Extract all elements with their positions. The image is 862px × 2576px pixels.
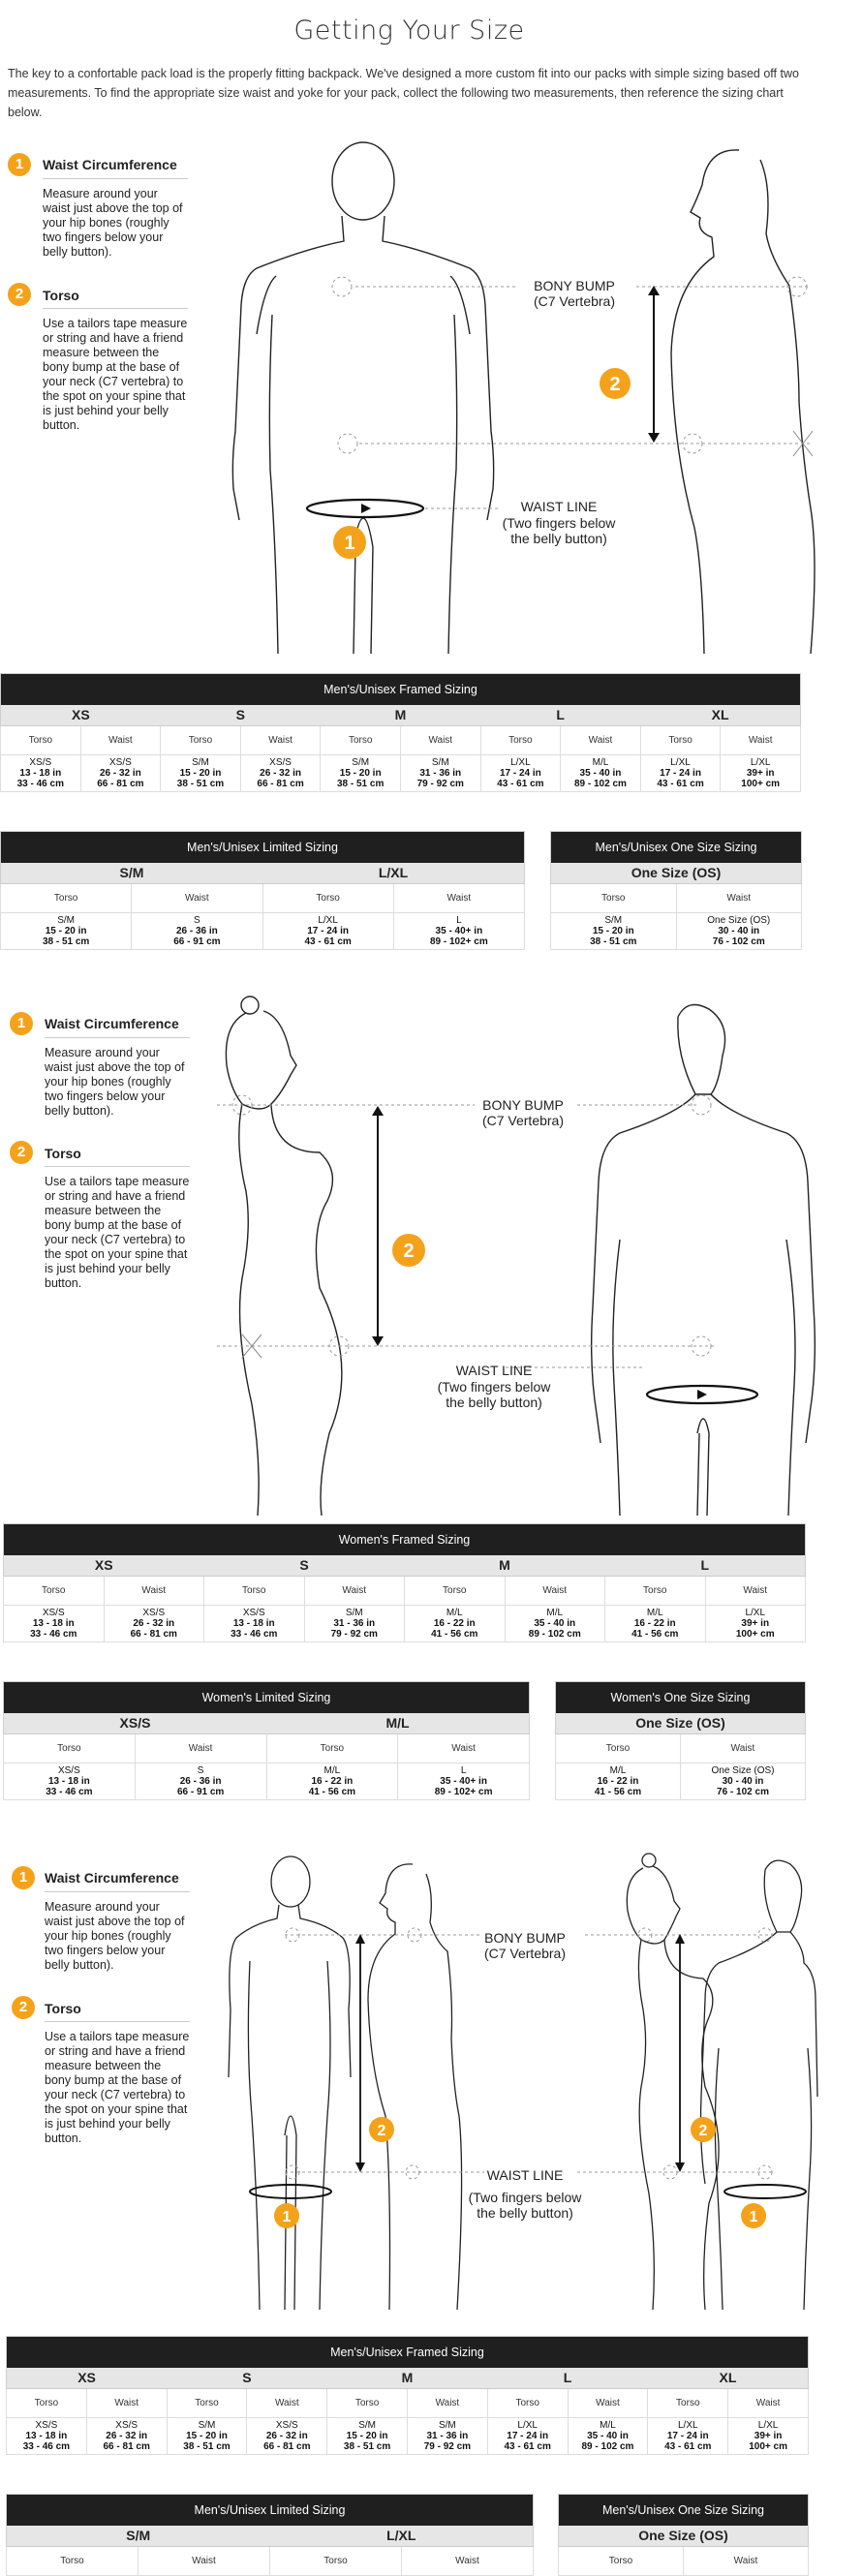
size-header: XL [640, 705, 800, 726]
svg-text:WAIST LINE: WAIST LINE [486, 2167, 564, 2183]
svg-text:(Two fingers below: (Two fingers below [468, 2190, 582, 2205]
size-cell: L/XL 17 - 24 in 43 - 61 cm [648, 2418, 728, 2455]
size-header: L [605, 1555, 806, 1577]
waist-step-title: Waist Circumference [45, 1016, 179, 1031]
size-cell: XS/S 26 - 32 in 66 - 81 cm [247, 2418, 327, 2455]
size-cell: S/M 31 - 36 in 79 - 92 cm [407, 2418, 487, 2455]
torso-column-label: Torso [480, 726, 561, 755]
torso-column-label: Torso [327, 2389, 408, 2418]
size-cell: XS/S 13 - 18 in 33 - 46 cm [4, 1606, 105, 1642]
waist-step-title: Waist Circumference [45, 1870, 179, 1886]
svg-text:2: 2 [377, 2123, 386, 2139]
size-header: L/XL [262, 863, 525, 884]
svg-text:(Two fingers below: (Two fingers below [502, 515, 616, 531]
size-cell: L/XL 39+ in 100+ cm [721, 755, 801, 792]
size-cell: S/M 15 - 20 in 38 - 51 cm [1, 913, 132, 950]
size-cell: XS/S 13 - 18 in 33 - 46 cm [7, 2418, 87, 2455]
waist-column-label: Waist [728, 2389, 809, 2418]
womens-one-size-sizing-table [555, 1681, 806, 1800]
torso-column-label: Torso [648, 2389, 728, 2418]
size-cell: S 26 - 36 in 66 - 91 cm [132, 913, 262, 950]
waist-column-label: Waist [139, 2547, 270, 2576]
table-title: Men's/Unisex Framed Sizing [330, 2345, 484, 2359]
torso-column-label: Torso [262, 884, 393, 913]
svg-text:BONY BUMP: BONY BUMP [534, 278, 615, 293]
waist-column-label: Waist [393, 884, 524, 913]
table-title: Men's/Unisex One Size Sizing [601, 2502, 765, 2517]
size-header: S [204, 1555, 405, 1577]
torso-column-label: Torso [167, 2389, 247, 2418]
svg-text:the belly button): the belly button) [477, 2205, 573, 2221]
svg-text:2: 2 [698, 2123, 708, 2139]
size-cell: M/L 16 - 22 in 41 - 56 cm [605, 1606, 706, 1642]
torso-column-label: Torso [640, 726, 721, 755]
svg-text:WAIST LINE: WAIST LINE [455, 1363, 533, 1378]
size-cell: M/L 35 - 40 in 89 - 102 cm [568, 2418, 648, 2455]
waist-column-label: Waist [407, 2389, 487, 2418]
size-cell: S/M 15 - 20 in 38 - 51 cm [161, 755, 241, 792]
torso-column-label: Torso [266, 1734, 398, 1763]
size-cell: M/L 35 - 40 in 89 - 102 cm [505, 1606, 605, 1642]
mens-measurement-figure [218, 140, 818, 654]
torso-step-title: Torso [45, 2001, 81, 2016]
waist-column-label: Waist [681, 1734, 806, 1763]
torso-column-label: Torso [321, 726, 401, 755]
size-cell: S 26 - 36 in 66 - 91 cm [135, 1763, 266, 1800]
size-header: XL [648, 2368, 809, 2389]
waist-column-label: Waist [304, 1577, 405, 1606]
size-cell: L 35 - 40+ in 89 - 102+ cm [398, 1763, 530, 1800]
svg-text:(C7 Vertebra): (C7 Vertebra) [481, 1113, 565, 1128]
size-cell: XS/S 26 - 32 in 66 - 81 cm [104, 1606, 204, 1642]
svg-text:the belly button): the belly button) [446, 1395, 542, 1410]
size-header: L [480, 705, 640, 726]
size-cell: S/M 31 - 36 in 79 - 92 cm [304, 1606, 405, 1642]
torso-column-label: Torso [204, 1577, 305, 1606]
size-cell: XS/S 13 - 18 in 33 - 46 cm [1, 755, 81, 792]
torso-column-label: Torso [605, 1577, 706, 1606]
torso-column-label: Torso [559, 2547, 684, 2576]
table-title: Women's Framed Sizing [338, 1532, 471, 1547]
waist-column-label: Waist [400, 726, 480, 755]
step-badge-waist: 1 [12, 1866, 35, 1889]
waist-step-text: Measure around your waist just above the top of your hip bones (roughly two fingers below your belly button). [43, 187, 183, 259]
step-badge-torso: 2 [8, 283, 31, 306]
svg-text:1: 1 [749, 2209, 758, 2225]
torso-column-label: Torso [7, 2547, 139, 2576]
size-header: One Size (OS) [556, 1713, 806, 1734]
waist-column-label: Waist [505, 1577, 605, 1606]
size-cell: L/XL 17 - 24 in 43 - 61 cm [262, 913, 393, 950]
waist-column-label: Waist [80, 726, 161, 755]
size-cell: One Size (OS) 30 - 40 in 76 - 102 cm [676, 913, 802, 950]
waist-column-label: Waist [684, 2547, 809, 2576]
size-cell: L/XL 39+ in 100+ cm [705, 1606, 806, 1642]
size-cell: XS/S 26 - 32 in 66 - 81 cm [80, 755, 161, 792]
size-cell: XS/S 26 - 32 in 66 - 81 cm [240, 755, 321, 792]
waist-step-text: Measure around your waist just above the top of your hip bones (roughly two fingers below your belly button). [45, 1046, 185, 1118]
size-header: One Size (OS) [559, 2526, 809, 2547]
torso-step-title: Torso [45, 1146, 81, 1161]
size-cell: S/M 15 - 20 in 38 - 51 cm [327, 2418, 408, 2455]
torso-column-label: Torso [161, 726, 241, 755]
waist-column-label: Waist [104, 1577, 204, 1606]
waist-column-label: Waist [135, 1734, 266, 1763]
size-cell: XS/S 26 - 32 in 66 - 81 cm [86, 2418, 167, 2455]
size-cell: M/L 16 - 22 in 41 - 56 cm [405, 1606, 506, 1642]
step-badge-torso: 2 [12, 1996, 35, 2019]
waist-column-label: Waist [86, 2389, 167, 2418]
size-header: M/L [266, 1713, 530, 1734]
svg-text:(C7 Vertebra): (C7 Vertebra) [483, 1946, 567, 1961]
svg-text:2: 2 [403, 1241, 415, 1262]
svg-text:1: 1 [282, 2209, 292, 2225]
size-cell: M/L 16 - 22 in 41 - 56 cm [266, 1763, 398, 1800]
torso-column-label: Torso [1, 726, 81, 755]
table-title: Men's/Unisex Limited Sizing [194, 2502, 346, 2517]
torso-step-text: Use a tailors tape measure or string and have a friend measure between the bony bump at the base of your neck (C7 vertebra) to the spot on your spine that is just behind your belly button. [43, 317, 188, 432]
table-title: Women's One Size Sizing [610, 1690, 751, 1704]
torso-step-text: Use a tailors tape measure or string and have a friend measure between the bony bump at the base of your neck (C7 vertebra) to the spot on your spine that is just behind your belly button. [45, 1175, 190, 1290]
waist-column-label: Waist [676, 884, 802, 913]
svg-text:BONY BUMP: BONY BUMP [482, 1097, 564, 1113]
waist-column-label: Waist [561, 726, 641, 755]
table-title: Men's/Unisex Limited Sizing [187, 840, 338, 854]
waist-column-label: Waist [721, 726, 801, 755]
torso-column-label: Torso [405, 1577, 506, 1606]
svg-text:WAIST LINE: WAIST LINE [520, 499, 598, 514]
size-header: S/M [7, 2526, 270, 2547]
womens-framed-sizing-table [3, 1523, 806, 1642]
step-badge-waist: 1 [10, 1012, 33, 1035]
size-cell: S/M 15 - 20 in 38 - 51 cm [551, 913, 677, 950]
size-cell: S/M 31 - 36 in 79 - 92 cm [400, 755, 480, 792]
waist-column-label: Waist [705, 1577, 806, 1606]
size-header: S [167, 2368, 327, 2389]
size-header: M [327, 2368, 488, 2389]
size-cell: L/XL 17 - 24 in 43 - 61 cm [480, 755, 561, 792]
size-cell: XS/S 13 - 18 in 33 - 46 cm [4, 1763, 136, 1800]
size-header: One Size (OS) [551, 863, 802, 884]
size-header: XS/S [4, 1713, 267, 1734]
svg-text:(Two fingers below: (Two fingers below [437, 1379, 551, 1395]
size-cell: One Size (OS) 30 - 40 in 76 - 102 cm [681, 1763, 806, 1800]
unisex-measurement-figure [223, 1855, 818, 2310]
mens-one-size-sizing-table [550, 831, 802, 950]
waist-column-label: Waist [132, 884, 262, 913]
svg-text:1: 1 [344, 533, 355, 554]
waist-column-label: Waist [398, 1734, 530, 1763]
size-cell: XS/S 13 - 18 in 33 - 46 cm [204, 1606, 305, 1642]
size-header: S [161, 705, 321, 726]
page-title: Getting Your Size [293, 15, 525, 46]
table-title: Men's/Unisex One Size Sizing [595, 840, 757, 854]
size-header: XS [4, 1555, 204, 1577]
waist-step-title: Waist Circumference [43, 157, 177, 172]
size-cell: M/L 35 - 40 in 89 - 102 cm [561, 755, 641, 792]
size-header: XS [1, 705, 161, 726]
mens-framed-sizing-table [0, 673, 801, 792]
step-badge-waist: 1 [8, 153, 31, 176]
size-cell: S/M 15 - 20 in 38 - 51 cm [167, 2418, 247, 2455]
size-cell: S/M 15 - 20 in 38 - 51 cm [321, 755, 401, 792]
torso-column-label: Torso [4, 1577, 105, 1606]
svg-text:BONY BUMP: BONY BUMP [484, 1930, 566, 1946]
svg-text:the belly button): the belly button) [510, 531, 607, 546]
womens-limited-sizing-table [3, 1681, 530, 1800]
step-badge-torso: 2 [10, 1141, 33, 1164]
waist-column-label: Waist [568, 2389, 648, 2418]
torso-step-text: Use a tailors tape measure or string and have a friend measure between the bony bump at the base of your neck (C7 vertebra) to the spot on your spine that is just behind your belly button. [45, 2030, 190, 2145]
torso-column-label: Torso [270, 2547, 402, 2576]
waist-step-text: Measure around your waist just above the top of your hip bones (roughly two fingers below your belly button). [45, 1900, 185, 1972]
torso-column-label: Torso [1, 884, 132, 913]
size-header: S/M [1, 863, 263, 884]
unisex-one-size-sizing-table [558, 2494, 809, 2576]
size-cell: M/L 16 - 22 in 41 - 56 cm [556, 1763, 681, 1800]
unisex-limited-sizing-table [6, 2494, 534, 2576]
size-cell: L 35 - 40+ in 89 - 102+ cm [393, 913, 524, 950]
size-cell: L/XL 17 - 24 in 43 - 61 cm [640, 755, 721, 792]
size-header: XS [7, 2368, 168, 2389]
table-title: Men's/Unisex Framed Sizing [323, 682, 477, 696]
waist-column-label: Waist [402, 2547, 534, 2576]
size-cell: L/XL 39+ in 100+ cm [728, 2418, 809, 2455]
torso-column-label: Torso [4, 1734, 136, 1763]
svg-text:(C7 Vertebra): (C7 Vertebra) [533, 293, 616, 309]
torso-column-label: Torso [7, 2389, 87, 2418]
torso-column-label: Torso [487, 2389, 568, 2418]
size-header: L [487, 2368, 648, 2389]
torso-column-label: Torso [556, 1734, 681, 1763]
table-title: Women's Limited Sizing [201, 1690, 331, 1704]
size-header: L/XL [270, 2526, 534, 2547]
torso-column-label: Torso [551, 884, 677, 913]
waist-column-label: Waist [240, 726, 321, 755]
womens-measurement-figure [213, 997, 818, 1516]
svg-text:2: 2 [609, 374, 621, 395]
size-header: M [321, 705, 480, 726]
waist-column-label: Waist [247, 2389, 327, 2418]
torso-step-title: Torso [43, 288, 79, 303]
size-cell: L/XL 17 - 24 in 43 - 61 cm [487, 2418, 568, 2455]
intro-paragraph: The key to a confortable pack load is the properly fitting backpack. We've designed a more custom fit into our packs with simple sizing based off two measurements. To find the appropriate size waist and yoke for your pack, collect the following two measurements, then reference the sizing chart below. [8, 67, 799, 119]
mens-limited-sizing-table [0, 831, 525, 950]
unisex-framed-sizing-table [6, 2336, 809, 2455]
size-header: M [405, 1555, 605, 1577]
